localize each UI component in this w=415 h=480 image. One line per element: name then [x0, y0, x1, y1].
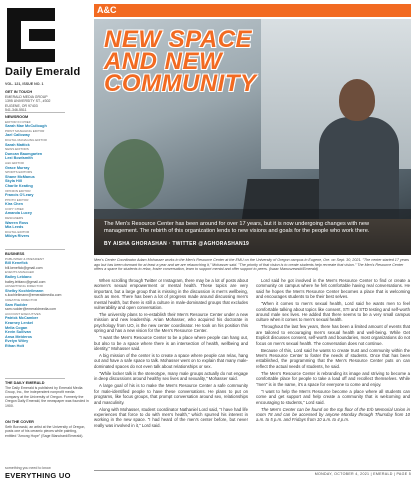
article-column-1 — [94, 278, 248, 430]
cover-heading: ON THE COVER — [5, 420, 34, 424]
business-heading: BUSINESS — [5, 252, 25, 256]
headline-line: COMMUNITY — [104, 70, 257, 97]
everything-uo-tagline: something you need to know — [5, 466, 51, 470]
get-in-touch-heading: GET IN TOUCH — [5, 90, 33, 94]
business-name: Kevin Sullivan — [5, 330, 31, 335]
about-heading: THE DAILY EMERALD — [5, 381, 45, 385]
footer-rule — [94, 470, 411, 471]
subhead: The Men's Resource Center has been around for over 17 years, but it is now undergoing changes with new management. The rebirth of this organization lends to new visions and goals for the people who work there. — [104, 221, 370, 234]
business-email: bailey.leblanc@gmail.com — [5, 279, 46, 284]
staff-role: PHOTO EDITOR — [5, 197, 29, 202]
business-name: Bill Kenefick — [5, 261, 28, 266]
volume-line: VOL. 121, ISSUE NO. 1 — [5, 82, 44, 86]
business-email: s.kochleilmann@emeraldmedia.com — [5, 293, 62, 298]
staff-name: Duncan Baumgarten — [5, 151, 43, 156]
article-column-2 — [256, 278, 410, 424]
everything-uo-logo: EVERYTHING UO — [5, 471, 71, 480]
business-name: Ethan Holt — [5, 343, 24, 348]
business-role: EVENTS MANAGER — [5, 270, 34, 275]
byline-name: AISHA GHORASHAN — [112, 241, 168, 247]
newsroom-block — [5, 115, 89, 239]
staff-name: Sarah Mae McCullough — [5, 124, 47, 129]
business-role: ACCOUNT EXECUTIVES — [5, 311, 41, 316]
cover-block — [5, 420, 89, 438]
about-text: The Daily Emerald is published by Emerald Media Group, Inc., the independent nonprofit media company at the University of Oregon. Formerly the Oregon Daily Emerald, the newspaper was founded in 1900. — [5, 385, 89, 408]
article-paragraph: The university plans to re-establish their Men's Resource Center under a new mission and new leadership. Arian Mohasser, who acquired his doctorate in psychology from UO, is the new center coordinator. He took on his position this spring and has a new vision for the Men's Resource Center. — [94, 312, 248, 334]
page-footer — [94, 470, 411, 478]
headline-line: NEW SPACE — [104, 26, 253, 53]
address-line: 541-346-5511 — [5, 108, 27, 113]
article-paragraph: "I want the Men's Resource Center to be a place where people can hang out, but also to be a space where there is an intersection of health, wellbeing and identity," Mohasser said. — [94, 335, 248, 352]
photo-caption: Men's Center Coordinator Adam Mohasser works in the Men's Resource Center at the EMU on the University of Oregon campus in Eugene, Ore. on Sept. 30, 2021. "The center started 17 years ago but has been dormant for at least a year and we are relaunching it," Mohasser said. "The priority of that vision is to create students help recreate that vision." The Men's Resource Center offers a space for students to relax, foster conversation, learn to support mental and offer support to peers. (Isaac Manuszewski/Emerald) — [94, 258, 409, 272]
plant-shape — [104, 139, 164, 209]
business-role: CREATIVE DIRECTOR — [5, 297, 38, 302]
business-name: Sam Rudder — [5, 302, 28, 307]
article-paragraph: Because of this, Lord said he wants to create trust and community within the Men's Resource Center to foster the needs of students. Once that has been established, the programming that the Men's Resource Center puts on can reflect the actual needs of students, he said. — [256, 347, 410, 369]
section-tag-label: A&C — [97, 5, 117, 15]
article-paragraph: "When it comes to men's sexual health, Lord said he wants men to feel comfortable talking about topics like consent, STI and STD testing and self-worth around male sex lives. He added that there seems to be a very small campus culture when it comes to men's sexual health. — [256, 301, 410, 323]
center-info-note: The Men's Center can be found on the top floor of the Erb Memorial Union in room 78 and can be accessed by anyone Monday through Thursday from 10 a.m. to 5 p.m. and Fridays from 10 a.m. to 4 p.m. — [256, 406, 410, 423]
article-paragraph: Lord said he got involved in the Men's Resource Center to find or create a community on campus where he felt comfortable having real conversations. He said he hopes the Men's Resource Center becomes a place that is welcoming and encourages students to be their best selves. — [256, 278, 410, 300]
sidebar-divider — [5, 249, 65, 250]
staff-name: Lexi Bowlsmith — [5, 156, 33, 161]
article-paragraph: Throughout the last few years, there has been a limited amount of events that are tailored to encouraging men's sexual health and well-being. While Get Explicit discusses consent, self-worth and boundaries, most organizations do not focus on men's sexual health. The conversation does not continue. — [256, 324, 410, 346]
about-block — [5, 381, 89, 409]
business-role: ADVERTISING DIRECTOR — [5, 284, 43, 289]
staff-role: SPORTS EDITORS — [5, 170, 33, 175]
article-paragraph: "I want to help the Men's Resource become a place where all students can come and get support and help create a community that is welcoming and encouraging to students," Lord said. — [256, 388, 410, 405]
staff-role: OPINION EDITOR — [5, 188, 31, 193]
staff-name: Skyla Hill — [5, 179, 22, 184]
article-paragraph: A large goal of his is to make the Men's Resource Center a safe community for male-identified people to have these conversations. He plans to put on programs, like focus groups, that prompt conversation around sex, relationships and masculinity. — [94, 383, 248, 405]
staff-name: Mikiya Rivers — [5, 234, 30, 239]
newsroom-heading: NEWSROOM — [5, 115, 29, 119]
byline-handle[interactable]: TWITTER @AGHORASHAN19 — [172, 241, 250, 247]
staff-role: COPY CHIEF — [5, 206, 24, 211]
section-tag — [94, 4, 411, 17]
business-name: Shelby Kochleilmann — [5, 288, 44, 293]
article-paragraph: "While locker talk is the stereotype, many male groups actually do not engage in deep discussions around healthy sex lives and sexuality," Mohasser said. — [94, 370, 248, 382]
address-line: EMERALD MEDIA GROUP — [5, 94, 48, 99]
staff-name: Kira Chen — [5, 202, 23, 207]
business-email: sam.rudder@emeraldmedia.com — [5, 307, 57, 312]
business-name: Ansa Meideros — [5, 334, 33, 339]
staff-role: DIGITAL MANAGING EDITOR — [5, 137, 47, 142]
business-name: Evelyn Wiley — [5, 339, 29, 344]
footer-text: MONDAY, OCTOBER 4, 2021 | EMERALD | PAGE 5 — [314, 472, 411, 476]
staff-name: Warren Ross — [5, 220, 29, 225]
business-block — [5, 252, 89, 348]
staff-role: PRINT MANAGING EDITOR — [5, 128, 45, 133]
article-paragraph: When scrolling through Twitter or Instagram, there may be a lot of posts about women's sexual empowerment or mental health. These topics are very important, but a large group that is missing in the discussion is men's wellbeing, such as men. There has been a lot of progress made around discussing men's mental health, but there is still a culture in male-dominated groups that excludes vulnerability and open conversation. — [94, 278, 248, 311]
sidebar-divider — [5, 378, 65, 379]
article-paragraph: A big mission of the center is to create a space where people can relax, hang out and have a safe space to talk. Mohasser went on to explain that many male-dominated spaces do not even talk about relationships or sex. — [94, 353, 248, 369]
business-name: Mella Cogan — [5, 325, 28, 330]
article-paragraph: Along with Mohasser, student coordinator Nathaniel Lord said, "I have had life experiences that force to do with men's health," which spurred his interest in working in the new space. "I had heard of the men's center before, but never really was involved in it," Lord said. — [94, 406, 248, 428]
business-email: bill.kenefick@gmail.com — [5, 265, 43, 270]
byline: BY AISHA GHORASHAN · TWITTER @AGHORASHAN19 — [104, 241, 250, 247]
staff-name: Jael Calloway — [5, 133, 30, 138]
staff-name: Francis O'Leary — [5, 193, 34, 198]
article-paragraph: The Men's Resource Center is rebranding its image and striving to become a comfortable place for people to take a load off and recollect themselves. While "men" is in the name, it's a space for everyone to come and enjoy. — [256, 370, 410, 387]
staff-name: Sarah Mattick — [5, 142, 30, 147]
emerald-logo-icon — [7, 8, 55, 62]
business-role: PUBLISHER & PRESIDENT — [5, 256, 45, 261]
cover-text: Seth Borowski, an artist at the University of Oregon, posts one of his ceramic pieces while painting, entitled "Among Hope" (Sage Blanchard/Emerald). — [5, 424, 86, 438]
staff-role: DESIGNERS — [5, 216, 24, 221]
staff-name: Charlie Keating — [5, 183, 33, 188]
staff-name: Mia Leeds — [5, 225, 24, 230]
hero-photo — [94, 19, 411, 255]
business-name: Bailey Leblanc — [5, 274, 32, 279]
headline-line: AND NEW — [104, 48, 223, 75]
staff-name: Grace Murray — [5, 165, 30, 170]
staff-role: NEWS EDITORS — [5, 147, 29, 152]
headline — [104, 26, 364, 97]
business-name: Kearney Lenkel — [5, 320, 34, 325]
staff-role: A&C EDITOR — [5, 160, 24, 165]
sidebar-divider — [5, 112, 65, 113]
brand-name: Daily Emerald — [5, 66, 81, 78]
address-line: EUGENE, OR 97403 — [5, 103, 38, 108]
staff-name: Amanda Lucey — [5, 211, 33, 216]
staff-name: Shane McManus — [5, 174, 35, 179]
contact-block — [5, 90, 89, 113]
business-name: Patrick McCamber — [5, 316, 39, 321]
staff-role: EDITOR IN CHIEF — [5, 119, 31, 124]
staff-role: DIGITAL EDITOR — [5, 229, 30, 234]
masthead-sidebar — [0, 0, 92, 480]
byline-prefix: BY — [104, 241, 112, 247]
address-line: 1395 UNIVERSITY ST., #302 — [5, 99, 51, 104]
